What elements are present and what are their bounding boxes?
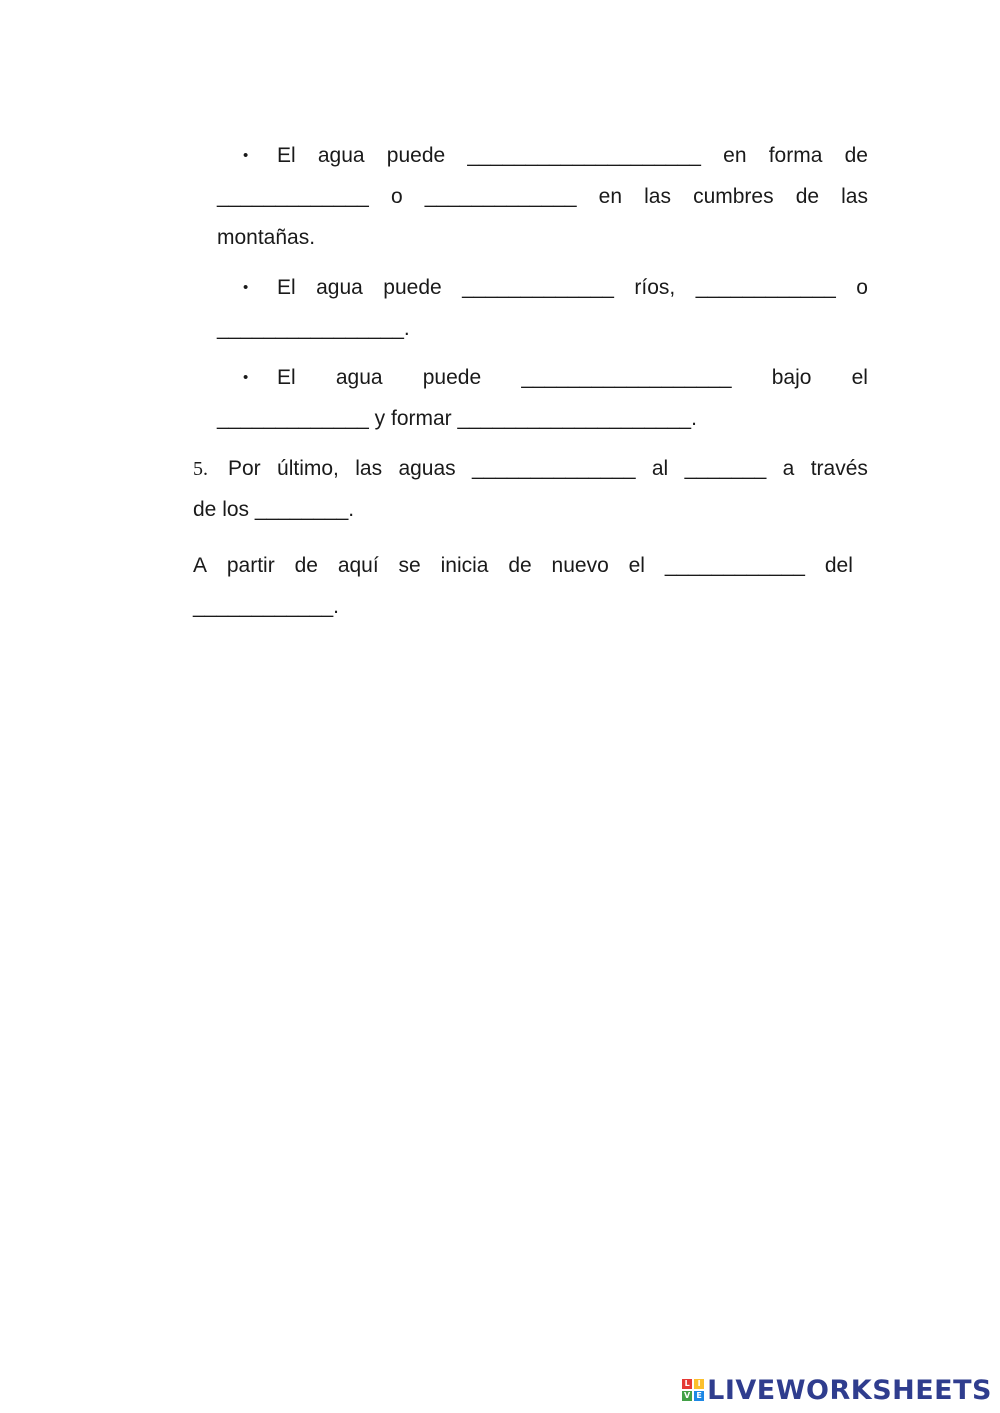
fill-blank[interactable]: ______________: [472, 457, 636, 480]
fill-blank[interactable]: __________________: [521, 366, 732, 389]
text-word: del: [824, 554, 853, 577]
item5-line2[interactable]: de los ________.: [193, 498, 355, 521]
text-word: aquí: [337, 554, 379, 577]
text-word: través: [810, 457, 868, 480]
fill-blank[interactable]: _____________: [424, 185, 577, 208]
text-word: nuevo: [551, 554, 609, 577]
text-word: el: [628, 554, 645, 577]
text-word: El: [277, 366, 296, 389]
text-word: forma: [768, 144, 823, 167]
bullet-marker: •: [243, 369, 249, 386]
text-word: aguas: [398, 457, 456, 480]
text-word: las: [841, 185, 868, 208]
liveworksheets-logo-icon: [682, 1379, 704, 1401]
logo-letter: V: [684, 1391, 691, 1400]
logo-letter: I: [694, 1379, 704, 1389]
logo-letter: L: [682, 1379, 692, 1389]
closing-line2[interactable]: ____________.: [193, 595, 339, 618]
logo-letter: E: [694, 1391, 704, 1401]
text-word: puede: [422, 366, 482, 389]
bullet1-line2: [217, 184, 868, 210]
item5-line1: [228, 456, 868, 482]
bullet-marker: •: [243, 279, 249, 296]
text-word: puede: [386, 144, 446, 167]
text-word: inicia: [440, 554, 489, 577]
fill-blank[interactable]: _____________: [217, 185, 369, 208]
fill-blank[interactable]: ____________________: [467, 144, 701, 167]
fill-blank[interactable]: _______: [684, 457, 767, 480]
bullet2-line1: [277, 275, 868, 301]
text-word: agua: [335, 366, 383, 389]
text-word: el: [851, 366, 868, 389]
text-word: se: [398, 554, 421, 577]
bullet-marker: •: [243, 147, 249, 164]
text-word: en: [598, 185, 623, 208]
bullet1-line1: [277, 143, 868, 169]
fill-blank[interactable]: ____________: [695, 276, 836, 299]
liveworksheets-watermark: [682, 1373, 992, 1407]
text-word: partir: [226, 554, 275, 577]
text-word: bajo: [771, 366, 812, 389]
bullet2-line2[interactable]: ________________.: [217, 317, 410, 340]
text-word: de: [508, 554, 532, 577]
text-word: o: [390, 185, 403, 208]
text-word: de: [795, 185, 820, 208]
text-word: de: [294, 554, 318, 577]
text-word: Por: [228, 457, 261, 480]
text-word: las: [355, 457, 383, 480]
watermark-text: LIVEWORKSHEETS: [707, 1374, 992, 1406]
bullet3-line2[interactable]: _____________ y formar ____________________.: [217, 407, 697, 430]
text-word: agua: [317, 144, 365, 167]
text-word: o: [856, 276, 868, 299]
text-word: agua: [316, 276, 363, 299]
text-word: ríos,: [634, 276, 676, 299]
fill-blank[interactable]: _____________: [462, 276, 614, 299]
text-word: al: [651, 457, 669, 480]
text-word: en: [723, 144, 747, 167]
item5-number: 5.: [193, 458, 208, 480]
text-word: a: [782, 457, 795, 480]
text-word: de: [844, 144, 868, 167]
bullet1-line3: montañas.: [217, 226, 316, 249]
closing-line1: [193, 553, 853, 579]
bullet3-line1: [277, 365, 868, 391]
text-word: A: [193, 554, 208, 577]
text-word: El: [277, 144, 296, 167]
text-word: cumbres: [693, 185, 774, 208]
text-word: las: [644, 185, 671, 208]
text-word: puede: [383, 276, 442, 299]
text-word: El: [277, 276, 296, 299]
fill-blank[interactable]: ____________: [664, 554, 805, 577]
text-word: último,: [277, 457, 339, 480]
